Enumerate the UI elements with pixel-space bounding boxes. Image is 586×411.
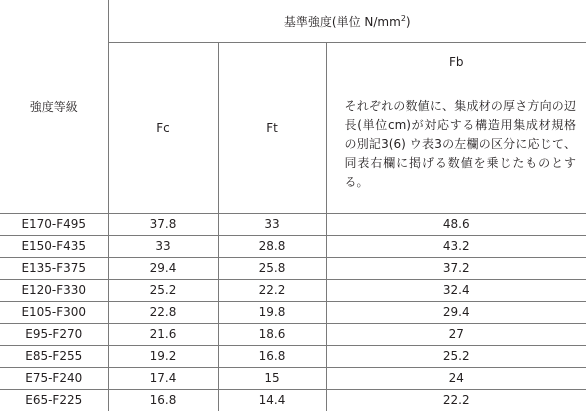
table-row <box>0 346 586 368</box>
fb-cell: 48.6 <box>326 214 586 236</box>
fc-cell: 19.2 <box>108 346 218 368</box>
ft-cell: 28.8 <box>218 236 326 258</box>
table-row <box>0 236 586 258</box>
ft-cell: 19.8 <box>218 302 326 324</box>
fb-cell: 29.4 <box>326 302 586 324</box>
table-row <box>0 390 586 411</box>
grade-cell: E135-F375 <box>0 258 108 280</box>
grade-cell: E75-F240 <box>0 368 108 390</box>
grade-cell: E65-F225 <box>0 390 108 411</box>
fb-cell: 43.2 <box>326 236 586 258</box>
fb-cell: 27 <box>326 324 586 346</box>
ft-cell: 25.8 <box>218 258 326 280</box>
grade-cell: E95-F270 <box>0 324 108 346</box>
fc-column-header <box>108 43 218 214</box>
fc-cell: 37.8 <box>108 214 218 236</box>
fc-cell: 22.8 <box>108 302 218 324</box>
ft-column-header <box>218 43 326 214</box>
table-row <box>0 280 586 302</box>
unit-superscript: 2 <box>400 13 406 23</box>
fb-cell: 37.2 <box>326 258 586 280</box>
ft-cell: 14.4 <box>218 390 326 411</box>
ft-cell: 18.6 <box>218 324 326 346</box>
grade-cell: E170-F495 <box>0 214 108 236</box>
standard-strength-label: 基準強度(単位 N/mm <box>283 14 401 29</box>
fc-header-label: Fc <box>156 121 170 135</box>
standard-strength-close: ) <box>405 14 411 29</box>
table-row <box>0 324 586 346</box>
ft-header-label: Ft <box>266 121 278 135</box>
fb-cell: 25.2 <box>326 346 586 368</box>
fb-cell: 22.2 <box>326 390 586 411</box>
table-row <box>0 214 586 236</box>
fc-cell: 21.6 <box>108 324 218 346</box>
fc-cell: 17.4 <box>108 368 218 390</box>
table-body <box>0 214 586 411</box>
grade-cell: E105-F300 <box>0 302 108 324</box>
ft-cell: 16.8 <box>218 346 326 368</box>
ft-cell: 22.2 <box>218 280 326 302</box>
header-row-group <box>0 0 586 43</box>
fb-cell: 24 <box>326 368 586 390</box>
table-row <box>0 258 586 280</box>
ft-cell: 15 <box>218 368 326 390</box>
fb-column-header <box>326 43 586 214</box>
grade-cell: E120-F330 <box>0 280 108 302</box>
table-row <box>0 368 586 390</box>
grade-cell: E85-F255 <box>0 346 108 368</box>
grade-cell: E150-F435 <box>0 236 108 258</box>
table-row <box>0 302 586 324</box>
fc-cell: 29.4 <box>108 258 218 280</box>
fc-cell: 16.8 <box>108 390 218 411</box>
fc-cell: 25.2 <box>108 280 218 302</box>
fb-note-text: それぞれの数値に、集成材の厚さ方向の辺長(単位cm)が対応する構造用集成材規格の別記3(6) ウ表3の左欄の区分に応じて、同表右欄に掲げる数値を乗じたものとする。 <box>344 99 577 189</box>
grade-header-label: 強度等級 <box>29 100 78 114</box>
standard-strength-header <box>108 0 586 43</box>
fb-cell: 32.4 <box>326 280 586 302</box>
fb-header-label: Fb <box>448 55 464 69</box>
fc-cell: 33 <box>108 236 218 258</box>
ft-cell: 33 <box>218 214 326 236</box>
grade-column-header <box>0 0 108 214</box>
